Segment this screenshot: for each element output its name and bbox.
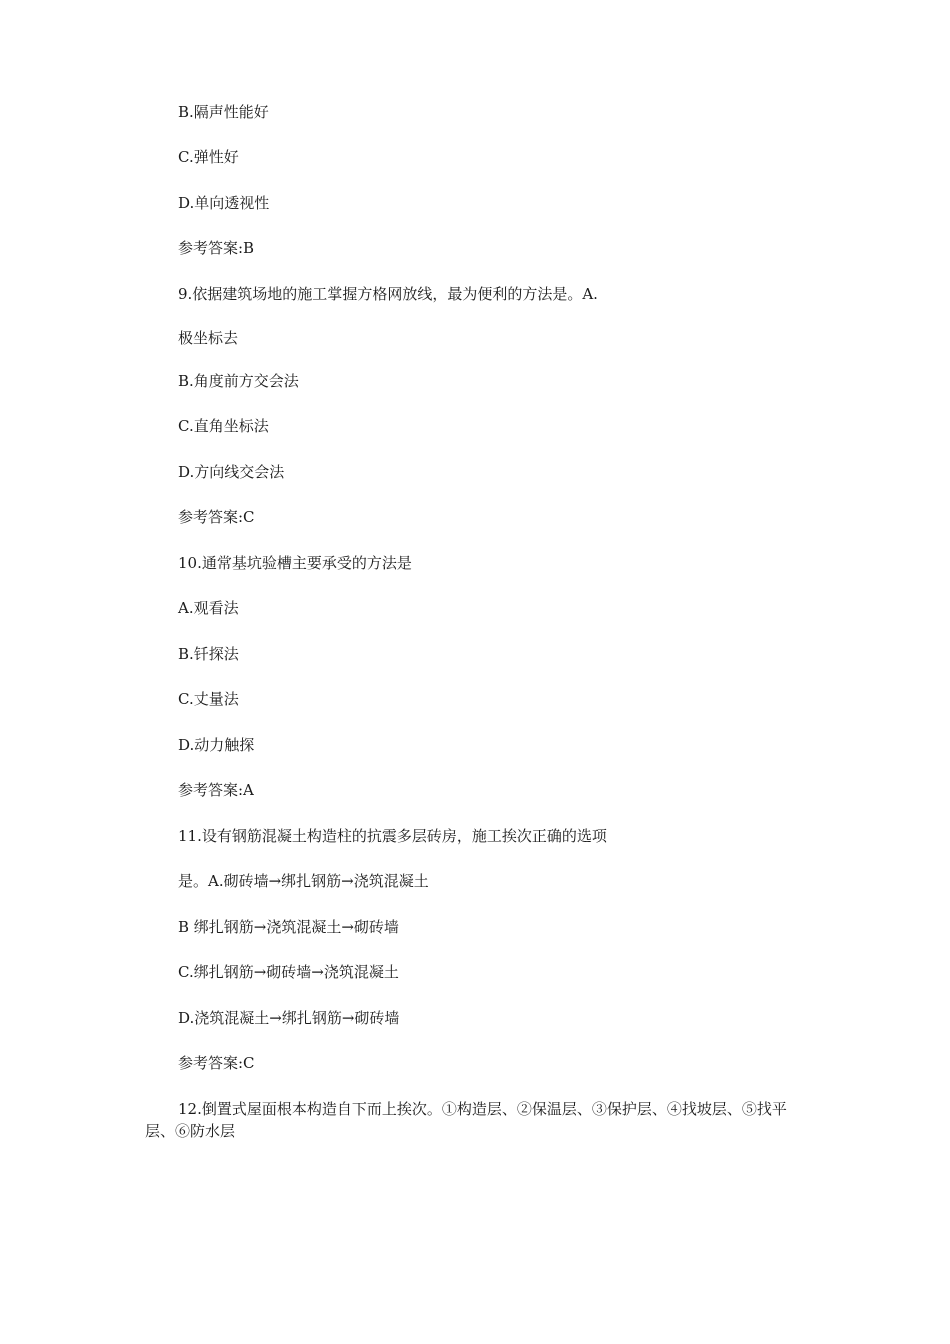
option-b-q8: B.隔声性能好	[178, 103, 269, 121]
option-c-q10: C.丈量法	[178, 690, 239, 708]
option-d-q10: D.动力触探	[178, 736, 255, 754]
question-12: 12.倒置式屋面根本构造自下而上挨次。①构造层、②保温层、③保护层、④找坡层、⑤找平层、⑥防水层	[145, 1100, 787, 1140]
question-10: 10.通常基坑验槽主要承受的方法是	[178, 554, 412, 572]
answer-q9: 参考答案:C	[178, 508, 255, 526]
option-c-q8: C.弹性好	[178, 148, 239, 166]
question-9: 9.依据建筑场地的施工掌握方格网放线，最为便利的方法是。A.	[178, 285, 598, 303]
question-11: 11.设有钢筋混凝土构造柱的抗震多层砖房，施工挨次正确的选项	[178, 827, 607, 845]
option-b-q10: B.钎探法	[178, 645, 239, 663]
option-d-q11: D.浇筑混凝土→绑扎钢筋→砌砖墙	[178, 1009, 400, 1027]
option-c-q11: C.绑扎钢筋→砌砖墙→浇筑混凝土	[178, 963, 399, 981]
option-d-q9: D.方向线交会法	[178, 463, 285, 481]
answer-q10: 参考答案:A	[178, 781, 254, 799]
option-c-q9: C.直角坐标法	[178, 417, 269, 435]
option-a-q11: 是。A.砌砖墙→绑扎钢筋→浇筑混凝土	[178, 872, 429, 890]
answer-q11: 参考答案:C	[178, 1054, 255, 1072]
option-a-q10: A.观看法	[178, 599, 239, 617]
option-b-q9: B.角度前方交会法	[178, 372, 299, 390]
option-d-q8: D.单向透视性	[178, 194, 270, 212]
option-a-q9: 极坐标去	[178, 329, 239, 347]
answer-q8: 参考答案:B	[178, 239, 255, 257]
option-b-q11: B 绑扎钢筋→浇筑混凝土→砌砖墙	[178, 918, 399, 936]
